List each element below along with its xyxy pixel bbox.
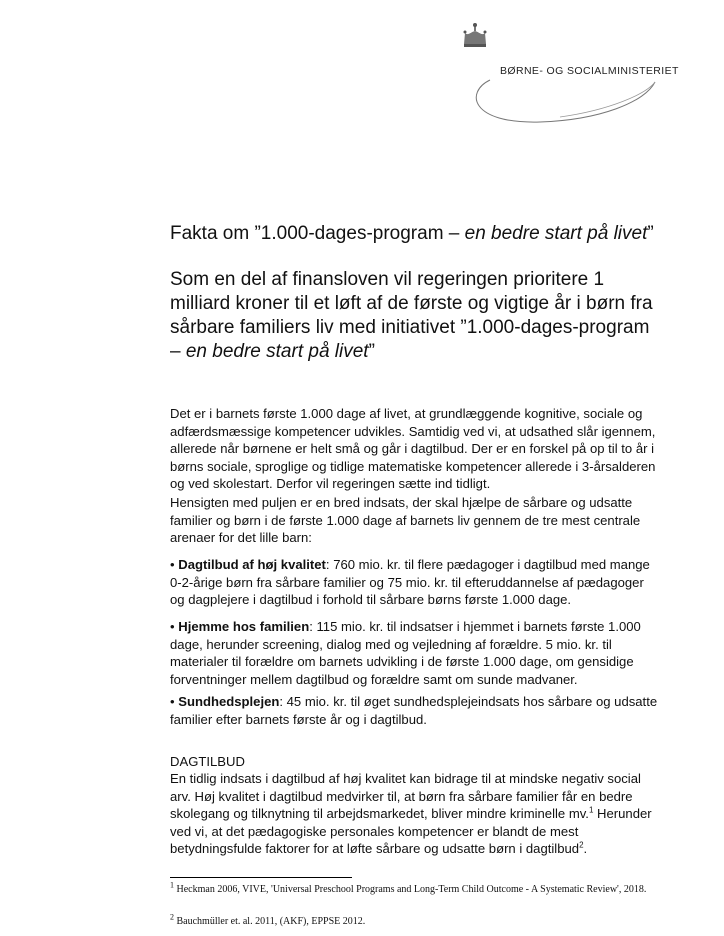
logo-swoosh-icon: [460, 22, 660, 132]
purpose-paragraph: Hensigten med puljen er en bred indsats, der skal hjælpe de sårbare og udsatte familier og børn i de første 1.000 dage af barnets liv gennem de tre mest centrale arenaer for det lille barn:: [170, 495, 641, 546]
footnote-ref-2: 2: [579, 841, 584, 851]
bullet-dagtilbud: • Dagtilbud af høj kvalitet: 760 mio. kr. til flere pædagoger i dagtilbud med mange 0-2-årige børn fra sårbare familier og 75 mio. kr. til efteruddannelse af pædagoger og dagplejere i dagtilbud i forhold til sårbare børns første 1.000 dage.: [170, 557, 650, 608]
footnote-ref-1: 1: [588, 805, 594, 815]
lead-paragraph: Som en del af finansloven vil regeringen prioritere 1 milliard kroner til et løft af de første og vigtige år i børn fra sårbare familiers liv med initiativet ”1.000-dages-program – en bedre start på livet”: [170, 269, 653, 362]
bullet-sundhedsplejen: • Sundhedsplejen: 45 mio. kr. til øget sundhedsplejeindsats hos sårbare og udsatte familier efter barnets første år og i dagtilbud.: [170, 694, 658, 727]
section-heading: DAGTILBUD: [170, 754, 245, 769]
ministry-logo: [460, 22, 679, 132]
footnote-1: $^1$ Heckman 2006, VIVE, 'Universal Preschool Programs and Long-Term Child Outcome - A Systematic Review', 2018.: [170, 880, 647, 895]
ministry-name: BØRNE- OG SOCIALMINISTERIET: [500, 65, 679, 77]
crown-icon: [460, 22, 490, 52]
section-paragraph: En tidlig indsats i dagtilbud af høj kvalitet kan bidrage til at mindske negativ social arv. Høj kvalitet i dagtilbud medvirker til, at børn fra sårbare familier får en bedre skolegang og tilknytning til arbejdsmarkedet, bliver mindre kriminelle mv.$^1$ Herunder ved vi, at det pædagogiske personales kompetencer er blandt de mest betydningsfulde faktorer for at løfte sårbare og udsatte børn i dagtilbud$^2$.: [170, 771, 652, 857]
footnote-2: $^2$ Bauchmüller et. al. 2011, (AKF), EPPSE 2012.: [170, 912, 366, 927]
bullet-hjemme: • Hjemme hos familien: 115 mio. kr. til indsatser i hjemmet i barnets første 1.000 dage, herunder screening, dialog med og vejledning af forældre. 5 mio. kr. til materialer til forældre om barnets udvikling i de første 1.000 dage, om gensidige forventninger mellem dagtilbud og forældre samt om sunde madvaner.: [170, 619, 641, 687]
footnote-divider: [170, 877, 352, 878]
intro-paragraph: Det er i barnets første 1.000 dage af livet, at grundlæggende kognitive, sociale og adfærdsmæssige kompetencer udvikles. Samtidig ved vi, at udsathed slår igennem, allerede når børnene er helt små og går i dagtilbud. Der er en forskel på op til to år i børns sociale, sproglige og tidlige matematiske kompetencer allerede i 3-årsalderen og ved skolestart. Derfor vil regeringen sætte ind tidligt.: [170, 406, 656, 492]
page-title: Fakta om ”1.000-dages-program – en bedre start på livet”: [170, 223, 654, 244]
